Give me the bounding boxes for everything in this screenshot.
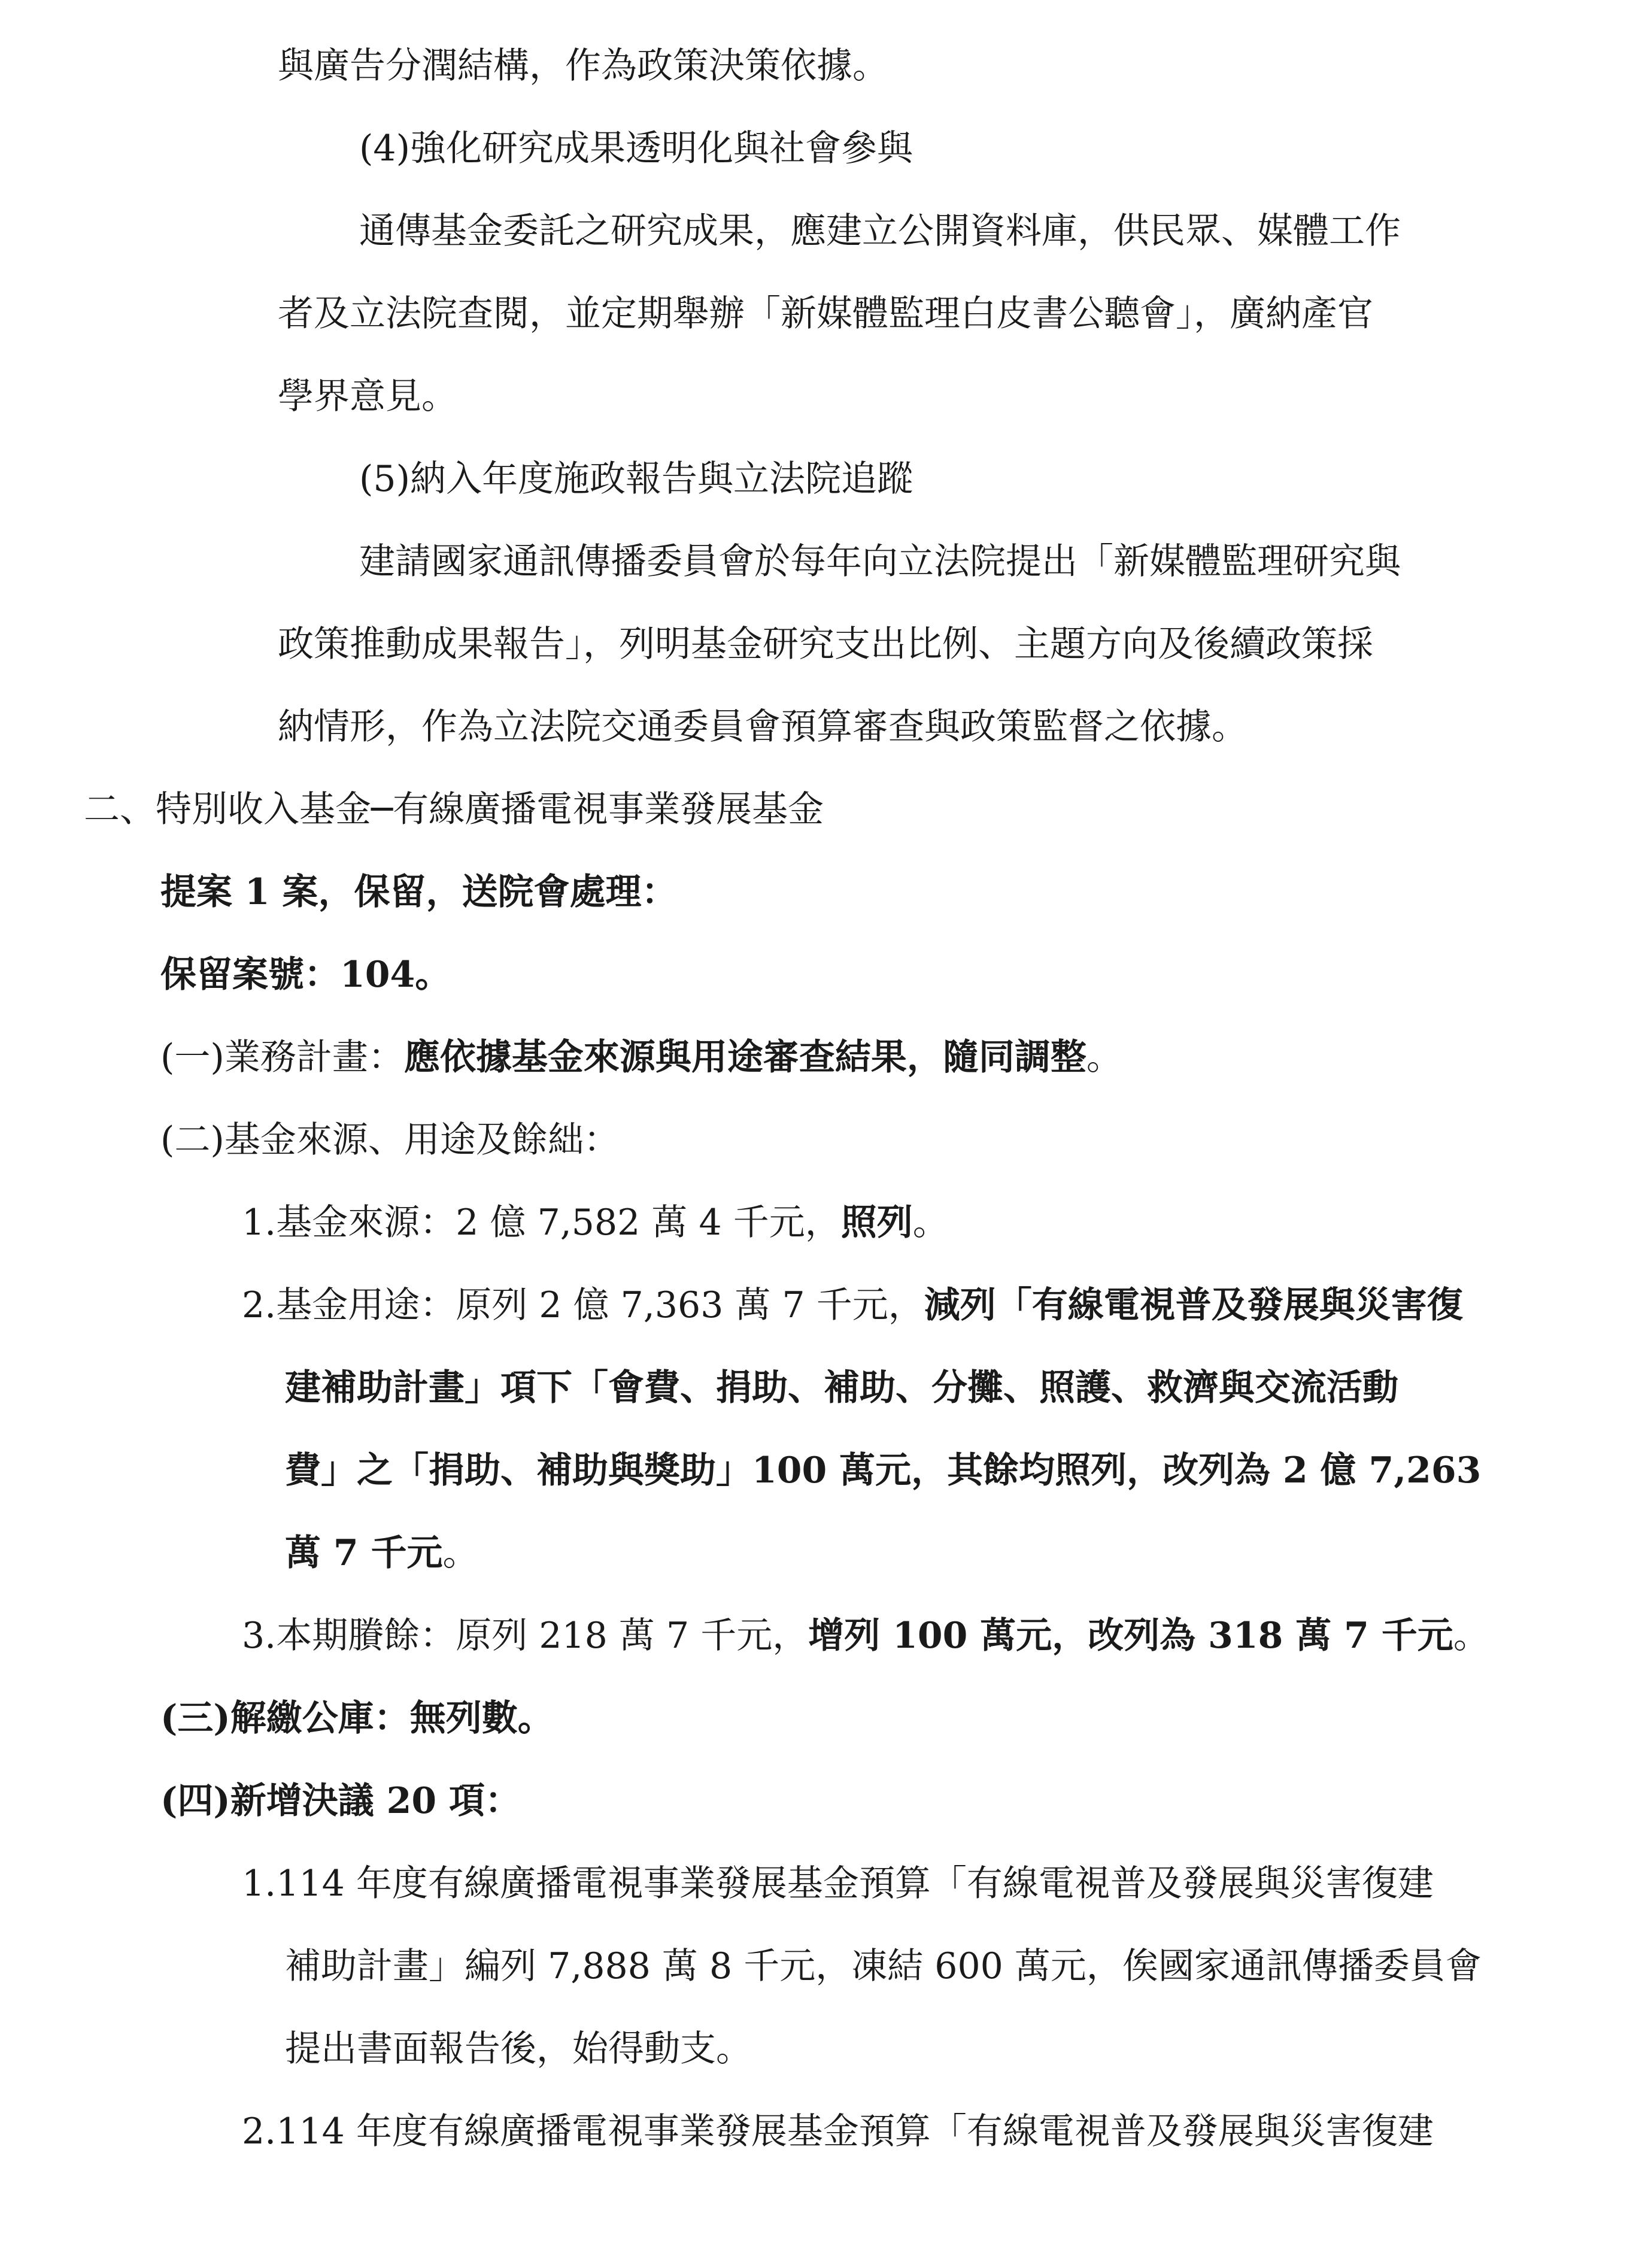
item-2-fund-sources: (二)基金來源、用途及餘絀： <box>160 1119 620 1161</box>
fund-use-line-4: 萬 7 千元。 <box>285 1532 479 1574</box>
resolution-1-line-1: 1.114 年度有線廣播電視事業發展基金預算「有線電視普及發展與災害復建 <box>242 1863 1434 1905</box>
resolution-2-line-1: 2.114 年度有線廣播電視事業發展基金預算「有線電視普及發展與災害復建 <box>242 2111 1434 2152</box>
fund-use-line-2: 建補助計畫」項下「會費、捐助、補助、分攤、照護、救濟與交流活動 <box>285 1367 1398 1409</box>
fund-use-line-3: 費」之「捐助、補助與獎助」100 萬元，其餘均照列，改列為 2 億 7,263 <box>285 1450 1482 1491</box>
fund-source-line: 1.基金來源：2 億 7,582 萬 4 千元，照列。 <box>242 1202 949 1244</box>
text-line-1: 與廣告分潤結構，作為政策決策依據。 <box>278 45 888 87</box>
section-heading: 二、特別收入基金─有線廣播電視事業發展基金 <box>84 789 824 830</box>
text-line-5: 學界意見。 <box>278 375 457 417</box>
text-line-8: 政策推動成果報告」，列明基金研究支出比例、主題方向及後續政策採 <box>278 623 1373 665</box>
resolution-1-line-3: 提出書面報告後，始得動支。 <box>285 2028 752 2070</box>
surplus-line: 3.本期賸餘：原列 218 萬 7 千元，增列 100 萬元，改列為 318 萬 7 千元。 <box>242 1615 1489 1657</box>
resolution-1-line-2: 補助計畫」編列 7,888 萬 8 千元，凍結 600 萬元，俟國家通訊傳播委員會 <box>285 1945 1482 1987</box>
text-line-9: 納情形，作為立法院交通委員會預算審查與政策監督之依據。 <box>278 706 1248 748</box>
item-1-business-plan: (一)業務計畫：應依據基金來源與用途審查結果，隨同調整。 <box>160 1036 1122 1078</box>
text-line-4: 者及立法院查閱，並定期舉辦「新媒體監理白皮書公聽會」，廣納產官 <box>278 293 1373 335</box>
text-line-7: 建請國家通訊傳播委員會於每年向立法院提出「新媒體監理研究與 <box>359 541 1401 583</box>
text-line-3: 通傳基金委託之研究成果，應建立公開資料庫，供民眾、媒體工作 <box>359 210 1401 252</box>
subheading-5: (5)納入年度施政報告與立法院追蹤 <box>359 458 913 500</box>
item-3-treasury: (三)解繳公庫：無列數。 <box>160 1697 554 1739</box>
fund-use-line-1: 2.基金用途：原列 2 億 7,363 萬 7 千元，減列「有線電視普及發展與災害復 <box>242 1284 1463 1326</box>
reserved-case-number: 保留案號：104。 <box>160 954 451 996</box>
proposal-line: 提案 1 案，保留，送院會處理： <box>160 871 678 913</box>
item-4-resolutions: (四)新增決議 20 項： <box>160 1780 521 1822</box>
subheading-4: (4)強化研究成果透明化與社會參與 <box>359 128 913 169</box>
